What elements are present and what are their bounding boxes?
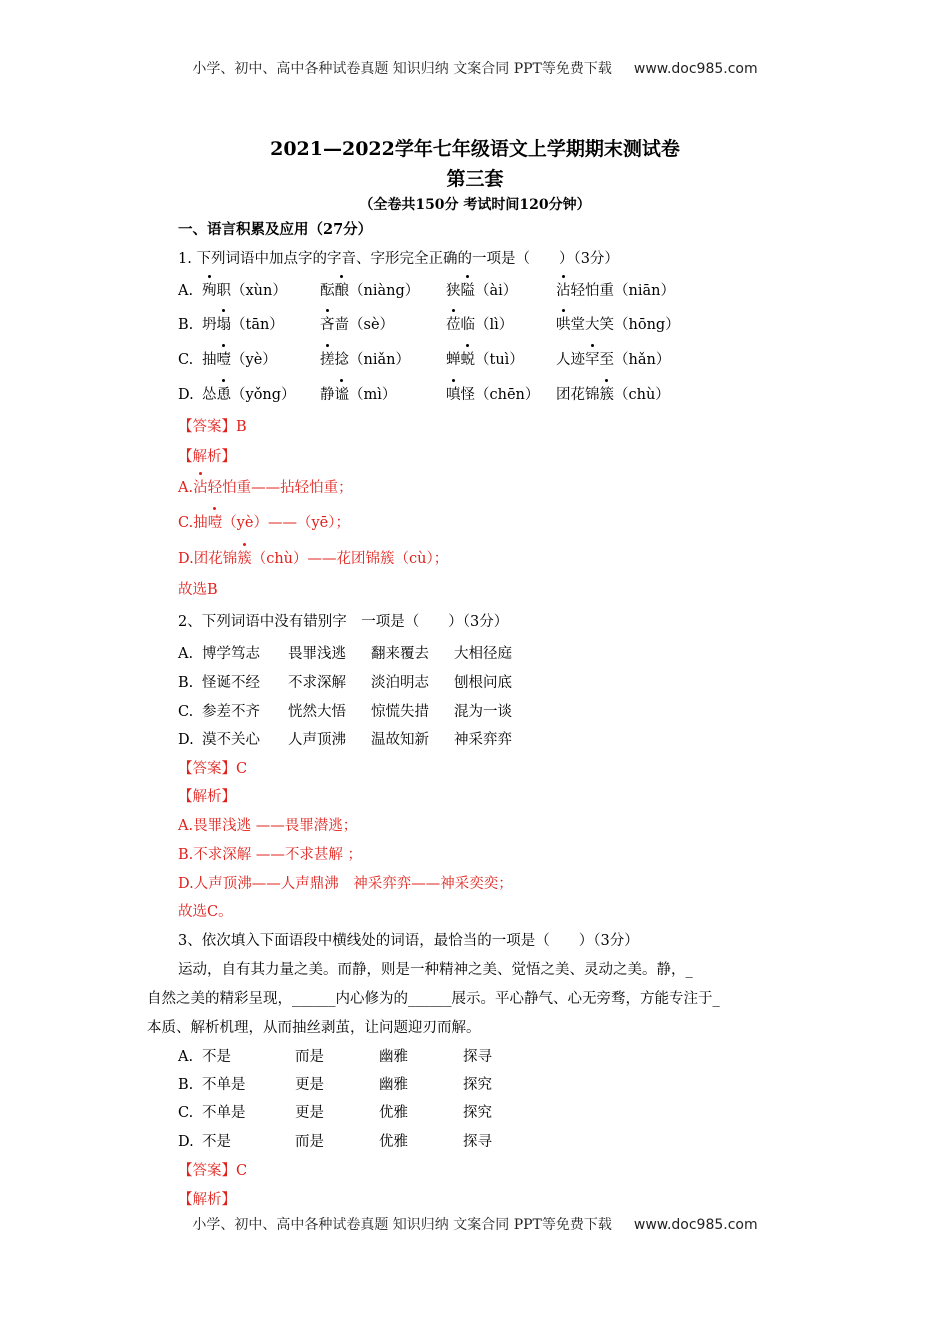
option-item-text: 临（lì） — [460, 317, 514, 333]
option-label: A. — [178, 646, 194, 662]
emphasis-dot-char: 嗔 — [446, 387, 461, 403]
emphasis-dot-char: 殉 — [202, 283, 217, 299]
option-item: 怪诞不经 — [202, 675, 260, 691]
q1-analysis-line — [178, 513, 350, 533]
option-item-text: 职（xùn） — [216, 283, 287, 299]
q2-analysis-line: B.不求深解 ——不求甚解 ； — [178, 847, 362, 863]
analysis-text: D.团花锦 — [178, 551, 238, 567]
option-item — [320, 385, 396, 405]
footer-site: www.doc985.com — [633, 1217, 758, 1233]
option-label: D. — [178, 1134, 194, 1150]
q3-answer: 【答案】C — [178, 1163, 248, 1179]
q1-analysis-label: 【解析】 — [178, 449, 236, 465]
emphasis-dot-char: 沾 — [556, 283, 571, 299]
option-item: 温故知新 — [371, 732, 429, 748]
q1-stem: 1. 下列词语中加点字的字音、字形完全正确的一项是（ ）（3分） — [178, 251, 619, 267]
option-item: 幽雅 — [379, 1077, 408, 1093]
option-item — [320, 281, 419, 301]
option-item: 不单是 — [202, 1077, 246, 1093]
option-item: 探寻 — [463, 1049, 492, 1065]
option-item-text: （niàng） — [349, 283, 420, 299]
option-item-text: 酝 — [320, 283, 335, 299]
option-item — [202, 281, 287, 301]
emphasis-dot-char: 谧 — [334, 387, 349, 403]
emphasis-dot-char: 簇 — [237, 551, 252, 567]
emphasis-dot-char: 莅 — [446, 317, 461, 333]
option-item: 惊慌失措 — [371, 704, 429, 720]
emphasis-dot-char: 簇 — [599, 387, 614, 403]
option-item-text: 轻怕重（niān） — [570, 283, 675, 299]
option-item: 而是 — [295, 1049, 324, 1065]
option-label: B. — [178, 1077, 194, 1093]
q3-passage-line: 运动，自有其力量之美。而静，则是一种精神之美、觉悟之美、灵动之美。静，_ — [178, 962, 693, 978]
section-heading: 一、语言积累及应用（27分） — [178, 221, 373, 238]
q2-analysis-line: A.畏罪浅逃 ——畏罪潜逃； — [178, 818, 358, 834]
page-title: 2021—2022学年七年级语文上学期期末测试卷 — [270, 138, 680, 160]
option-item: 更是 — [295, 1077, 324, 1093]
option-item: 探究 — [463, 1105, 492, 1121]
option-item — [556, 385, 670, 405]
option-item-text: 至（hǎn） — [599, 352, 671, 368]
option-item — [320, 315, 394, 335]
analysis-text: 轻怕重——拈轻怕重； — [207, 480, 353, 496]
option-item — [446, 315, 513, 335]
option-item — [556, 315, 680, 335]
option-item-text: （tān） — [231, 317, 284, 333]
option-item: 大相径庭 — [454, 646, 512, 662]
option-label: C. — [178, 704, 194, 720]
option-item: 不是 — [202, 1049, 231, 1065]
q1-analysis-line — [178, 478, 353, 498]
option-item: 恍然大悟 — [288, 704, 346, 720]
option-item: 博学笃志 — [202, 646, 260, 662]
emphasis-dot-char: 隘 — [460, 283, 475, 299]
option-item-text: 团花锦 — [556, 387, 600, 403]
option-item-text: 捻（niǎn） — [334, 352, 410, 368]
option-item: 翻来覆去 — [371, 646, 429, 662]
option-item — [556, 350, 670, 370]
q1-analysis-line — [178, 549, 448, 569]
option-item: 探寻 — [463, 1134, 492, 1150]
analysis-text: （yè）——（yē）； — [222, 515, 350, 531]
option-item: 更是 — [295, 1105, 324, 1121]
option-item: 刨根问底 — [454, 675, 512, 691]
analysis-text: A. — [178, 480, 194, 496]
option-item-text: （tuì） — [475, 352, 524, 368]
option-item: 神采弈弈 — [454, 732, 512, 748]
option-item-text: （mì） — [349, 387, 397, 403]
option-item — [446, 350, 524, 370]
option-item: 混为一谈 — [454, 704, 512, 720]
q3-stem: 3、依次填入下面语段中横线处的词语，最恰当的一项是（ ）（3分） — [178, 933, 639, 949]
option-label: C. — [178, 352, 194, 368]
exam-note: （全卷共150分 考试时间120分钟） — [359, 197, 591, 213]
option-item-text: 怪（chēn） — [460, 387, 540, 403]
option-item — [446, 281, 517, 301]
option-label: D. — [178, 732, 194, 748]
option-item-text: （yè） — [231, 352, 277, 368]
header-text: 小学、初中、高中各种试卷真题 知识归纳 文案合同 PPT等免费下载 — [192, 61, 612, 77]
emphasis-dot-char: 恿 — [216, 387, 231, 403]
option-label: B. — [178, 675, 194, 691]
q3-passage-line: 自然之美的精彩呈现，______内心修为的______展示。平心静气、心无旁骛，方能专注于_ — [147, 991, 720, 1007]
option-label: C. — [178, 1105, 194, 1121]
option-item: 不单是 — [202, 1105, 246, 1121]
option-item-text: 啬（sè） — [334, 317, 395, 333]
option-item: 人声顶沸 — [288, 732, 346, 748]
option-label: B. — [178, 317, 194, 333]
option-item-text: 堂大笑（hōng） — [570, 317, 680, 333]
option-item-text: 蝉 — [446, 352, 461, 368]
option-item: 优雅 — [379, 1105, 408, 1121]
option-item-text: 抽 — [202, 352, 217, 368]
q3-passage-line: 本质、解析机理，从而抽丝剥茧，让问题迎刃而解。 — [147, 1020, 481, 1036]
option-item-text: 人迹 — [556, 352, 585, 368]
option-label: D. — [178, 387, 194, 403]
option-item — [202, 315, 284, 335]
option-item: 淡泊明志 — [371, 675, 429, 691]
option-item-text: 坍 — [202, 317, 217, 333]
option-item: 幽雅 — [379, 1049, 408, 1065]
option-item-text: 狭 — [446, 283, 461, 299]
q2-answer: 【答案】C — [178, 761, 248, 777]
emphasis-dot-char: 搓 — [320, 352, 335, 368]
option-label: A. — [178, 1049, 194, 1065]
option-item — [320, 350, 410, 370]
option-item: 不是 — [202, 1134, 231, 1150]
q1-answer: 【答案】B — [178, 419, 247, 435]
emphasis-dot-char: 蜕 — [460, 352, 475, 368]
option-item-text: （ài） — [475, 283, 518, 299]
option-item: 优雅 — [379, 1134, 408, 1150]
option-item: 探究 — [463, 1077, 492, 1093]
analysis-text: C.抽 — [178, 515, 208, 531]
page-subtitle: 第三套 — [446, 168, 504, 190]
emphasis-dot-char: 噎 — [207, 515, 223, 531]
q3-analysis-label: 【解析】 — [178, 1192, 236, 1208]
q2-conclusion: 故选C。 — [178, 904, 233, 920]
emphasis-dot-char: 酿 — [334, 283, 349, 299]
option-item — [446, 385, 539, 405]
option-item: 而是 — [295, 1134, 324, 1150]
q2-analysis-label: 【解析】 — [178, 789, 236, 805]
footer-text: 小学、初中、高中各种试卷真题 知识归纳 文案合同 PPT等免费下载 — [192, 1217, 612, 1233]
option-item-text: （yǒng） — [231, 387, 296, 403]
option-item: 畏罪浅逃 — [288, 646, 346, 662]
option-item-text: （chù） — [614, 387, 670, 403]
emphasis-dot-char: 罕 — [585, 352, 600, 368]
page-footer — [0, 1214, 950, 1234]
emphasis-dot-char: 塌 — [216, 317, 231, 333]
emphasis-dot-char: 沾 — [193, 480, 208, 496]
q2-analysis-line: D.人声顶沸——人声鼎沸 神采弈弈——神采奕奕； — [178, 876, 513, 892]
option-item-text: 怂 — [202, 387, 217, 403]
emphasis-dot-char: 哄 — [556, 317, 571, 333]
option-label: A. — [178, 283, 194, 299]
q1-conclusion: 故选B — [178, 582, 218, 598]
analysis-text: （chù）——花团锦簇（cù）； — [251, 551, 449, 567]
option-item-text: 静 — [320, 387, 335, 403]
option-item: 不求深解 — [288, 675, 346, 691]
q2-stem: 2、下列词语中没有错别字 一项是（ ）（3分） — [178, 614, 509, 630]
emphasis-dot-char: 噎 — [216, 352, 231, 368]
option-item: 漠不关心 — [202, 732, 260, 748]
option-item — [556, 281, 675, 301]
emphasis-dot-char: 吝 — [320, 317, 335, 333]
page-header — [0, 58, 950, 78]
option-item — [202, 385, 296, 405]
header-site: www.doc985.com — [633, 61, 758, 77]
option-item — [202, 350, 277, 370]
option-item: 参差不齐 — [202, 704, 260, 720]
